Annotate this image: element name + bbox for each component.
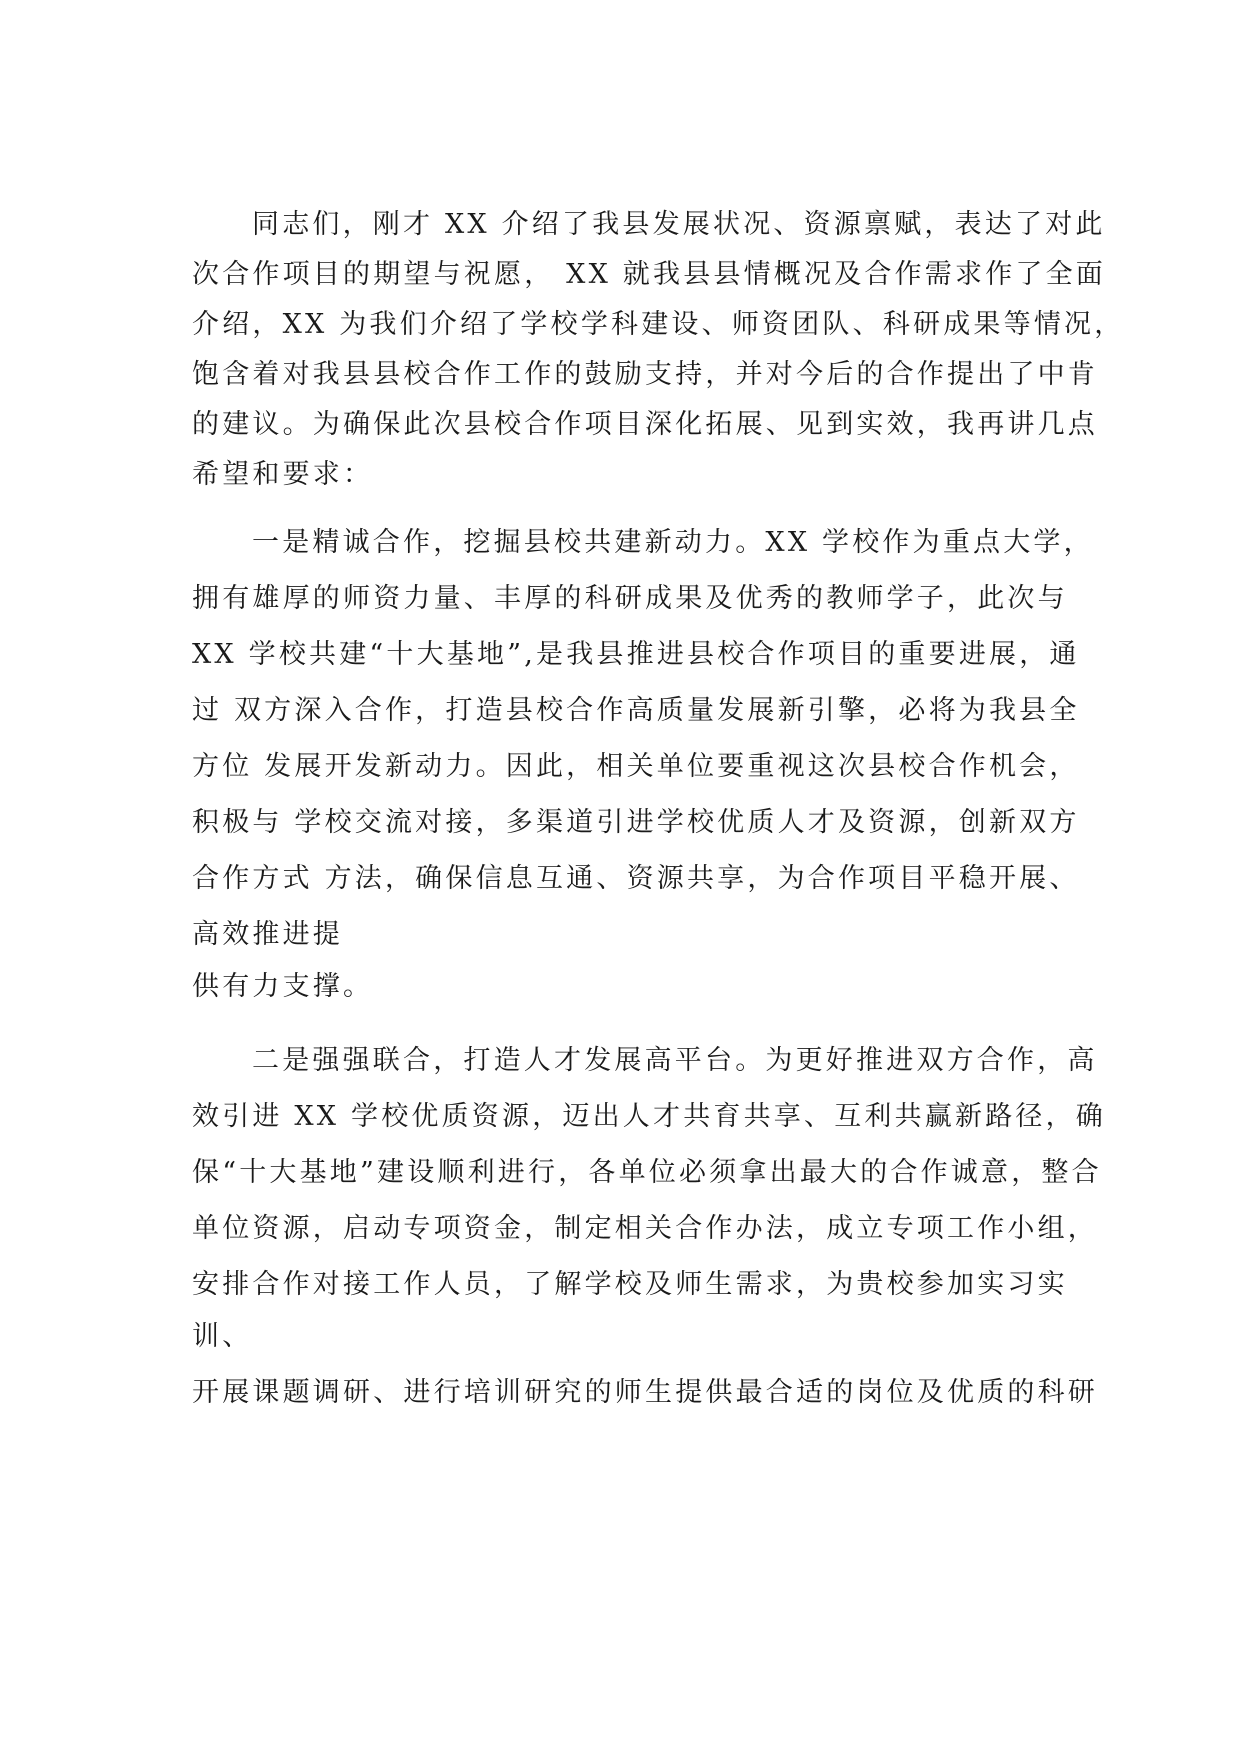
paragraph-3-line-7: 开展课题调研、进行培训研究的师生提供最合适的岗位及优质的科研: [192, 1377, 1098, 1408]
paragraph-1-line-5: 的建议。为确保此次县校合作项目深化拓展、见到实效，我再讲几点: [192, 409, 1098, 440]
paragraph-2-line-4: 过 双方深入合作，打造县校合作高质量发展新引擎，必将为我县全: [192, 695, 1080, 726]
paragraph-3-line-2: 效引进 XX 学校优质资源，迈出人才共育共享、互利共赢新路径，确: [192, 1101, 1107, 1132]
paragraph-2-line-5: 方位 发展开发新动力。因此，相关单位要重视这次县校合作机会，: [192, 751, 1080, 782]
paragraph-2-line-3: XX 学校共建“十大基地”,是我县推进县校合作项目的重要进展，通: [192, 639, 1080, 670]
paragraph-3-line-5: 安排合作对接工作人员，了解学校及师生需求，为贵校参加实习实: [192, 1269, 1068, 1300]
paragraph-1-line-3: 介绍，XX 为我们介绍了学校学科建设、师资团队、科研成果等情况，: [192, 309, 1125, 340]
paragraph-1-line-2: 次合作项目的期望与祝愿， XX 就我县县情概况及合作需求作了全面: [192, 259, 1107, 290]
paragraph-2-line-8: 高效推进提: [192, 919, 343, 950]
paragraph-1-line-6: 希望和要求：: [192, 459, 374, 490]
paragraph-1-line-1: 同志们，刚才 XX 介绍了我县发展状况、资源禀赋，表达了对此: [252, 209, 1106, 240]
paragraph-1-line-4: 饱含着对我县县校合作工作的鼓励支持，并对今后的合作提出了中肯: [192, 359, 1098, 390]
paragraph-3-line-6: 训、: [192, 1321, 253, 1352]
paragraph-2-line-2: 拥有雄厚的师资力量、丰厚的科研成果及优秀的教师学子，此次与: [192, 583, 1068, 614]
paragraph-2-line-9: 供有力支撑。: [192, 971, 374, 1002]
paragraph-2-line-7: 合作方式 方法，确保信息互通、资源共享，为合作项目平稳开展、: [192, 863, 1080, 894]
paragraph-2-line-1: 一是精诚合作，挖掘县校共建新动力。XX 学校作为重点大学，: [252, 527, 1094, 558]
paragraph-3-line-4: 单位资源，启动专项资金，制定相关合作办法，成立专项工作小组，: [192, 1213, 1098, 1244]
paragraph-3-line-3: 保“十大基地”建设顺利进行，各单位必须拿出最大的合作诚意，整合: [192, 1157, 1102, 1188]
paragraph-3-line-1: 二是强强联合，打造人才发展高平台。为更好推进双方合作，高: [252, 1045, 1098, 1076]
paragraph-2-line-6: 积极与 学校交流对接，多渠道引进学校优质人才及资源，创新双方: [192, 807, 1080, 838]
